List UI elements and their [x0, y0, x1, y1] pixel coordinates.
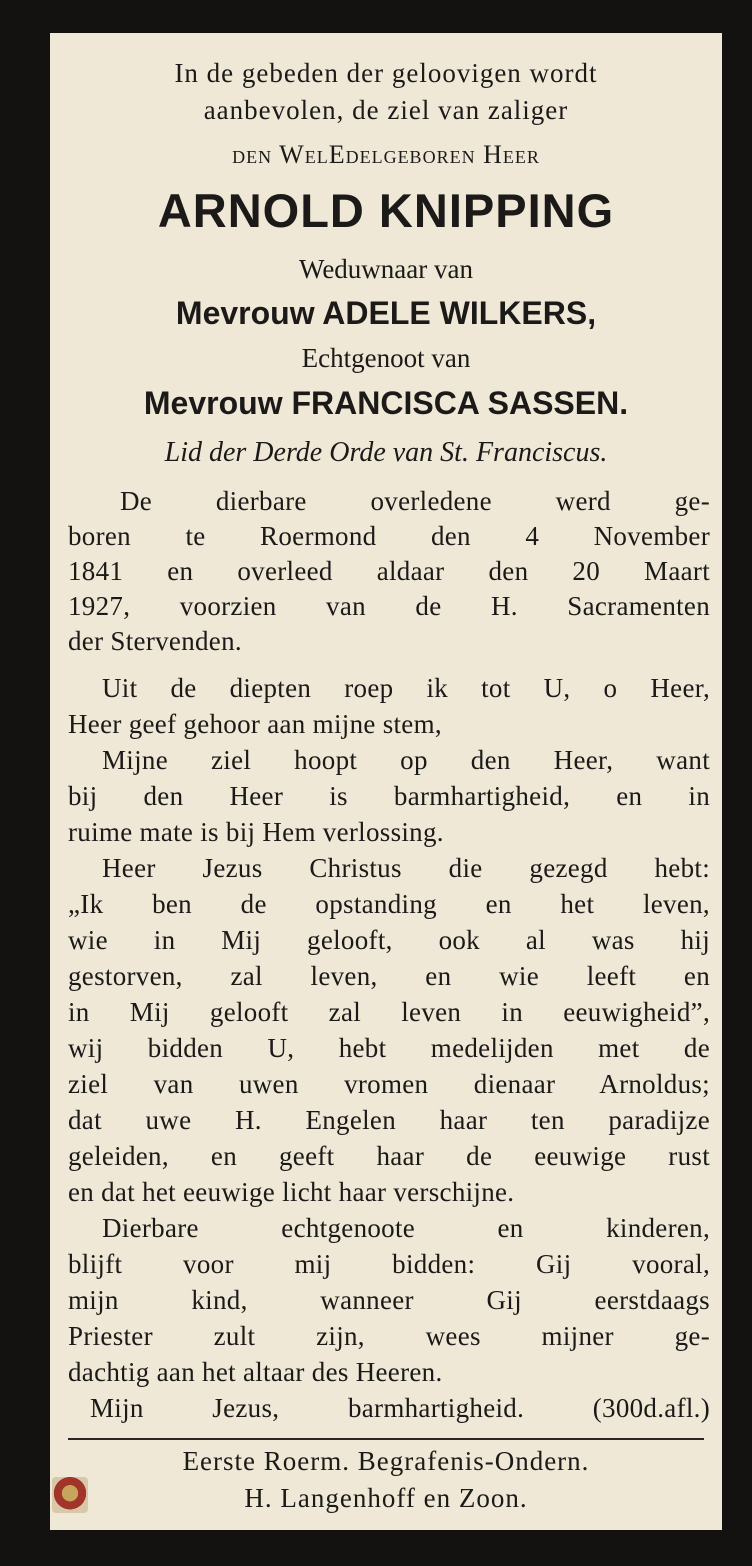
prayer-line: ziel van uwen vromen dienaar Arnoldus;	[68, 1069, 710, 1099]
widower-label: Weduwnaar van	[299, 254, 473, 284]
prayer-line: Uit de diepten roep ik tot U, o Heer,	[102, 673, 710, 703]
deceased-name: ARNOLD KNIPPING	[157, 184, 615, 237]
intro-line-1: In de gebeden der geloovigen wordt	[174, 58, 598, 88]
bio-line: boren te Roermond den 4 November	[68, 521, 710, 551]
prayer-line: dachtig aan het altaar des Heeren.	[68, 1357, 443, 1387]
intro-line-2: aanbevolen, de ziel van zaliger	[203, 95, 569, 125]
bio-line: der Stervenden.	[68, 626, 242, 656]
prayer-line: wij bidden U, hebt medelijden met de	[68, 1033, 710, 1063]
prayer-line: ruime mate is bij Hem verlossing.	[68, 817, 444, 847]
prayer-line: bij den Heer is barmhartigheid, en in	[68, 781, 710, 811]
bio-line: 1927, voorzien van de H. Sacramenten	[68, 591, 710, 621]
prayer-line: Heer Jezus Christus die gezegd hebt:	[102, 853, 710, 883]
prayer-line: mijn kind, wanneer Gij eerstdaags	[68, 1285, 710, 1315]
undertaker-line-2: H. Langenhoff en Zoon.	[244, 1483, 528, 1513]
prayer-line: Dierbare echtgenoote en kinderen,	[102, 1213, 710, 1243]
archive-stamp-icon	[52, 1477, 88, 1513]
prayer-line: Priester zult zijn, wees mijner ge-	[68, 1321, 710, 1351]
prayer-line: „Ik ben de opstanding en het leven,	[68, 889, 710, 919]
memorial-card	[50, 33, 722, 1530]
prayer-line: Mijn Jezus, barmhartigheid. (300d.afl.)	[90, 1393, 710, 1423]
prayer-line: Mijne ziel hoopt op den Heer, want	[102, 745, 710, 775]
prayer-line: Heer geef gehoor aan mijne stem,	[68, 709, 442, 739]
prayer-line: en dat het eeuwige licht haar verschijne.	[68, 1177, 515, 1207]
prayer-line: dat uwe H. Engelen haar ten paradijze	[68, 1105, 710, 1135]
second-wife-name: Mevrouw FRANCISCA SASSEN.	[143, 385, 629, 421]
bio-line: De dierbare overledene werd ge-	[120, 486, 710, 516]
undertaker-line-1: Eerste Roerm. Begrafenis-Ondern.	[182, 1446, 590, 1476]
spouse-label: Echtgenoot van	[301, 343, 471, 373]
prayer-line: in Mij gelooft zal leven in eeuwigheid”,	[68, 997, 710, 1027]
prayer-line: gestorven, zal leven, en wie leeft en	[68, 961, 710, 991]
prayer-line: blijft voor mij bidden: Gij vooral,	[68, 1249, 710, 1279]
honorific: den WelEdelgeboren Heer	[232, 140, 540, 169]
order-membership: Lid der Derde Orde van St. Franciscus.	[164, 437, 608, 468]
bio-line: 1841 en overleed aldaar den 20 Maart	[68, 556, 710, 586]
prayer-line: geleiden, en geeft haar de eeuwige rust	[68, 1141, 710, 1171]
first-wife-name: Mevrouw ADELE WILKERS,	[175, 295, 597, 331]
divider-rule	[68, 1438, 704, 1440]
prayer-line: wie in Mij gelooft, ook al was hij	[68, 925, 710, 955]
